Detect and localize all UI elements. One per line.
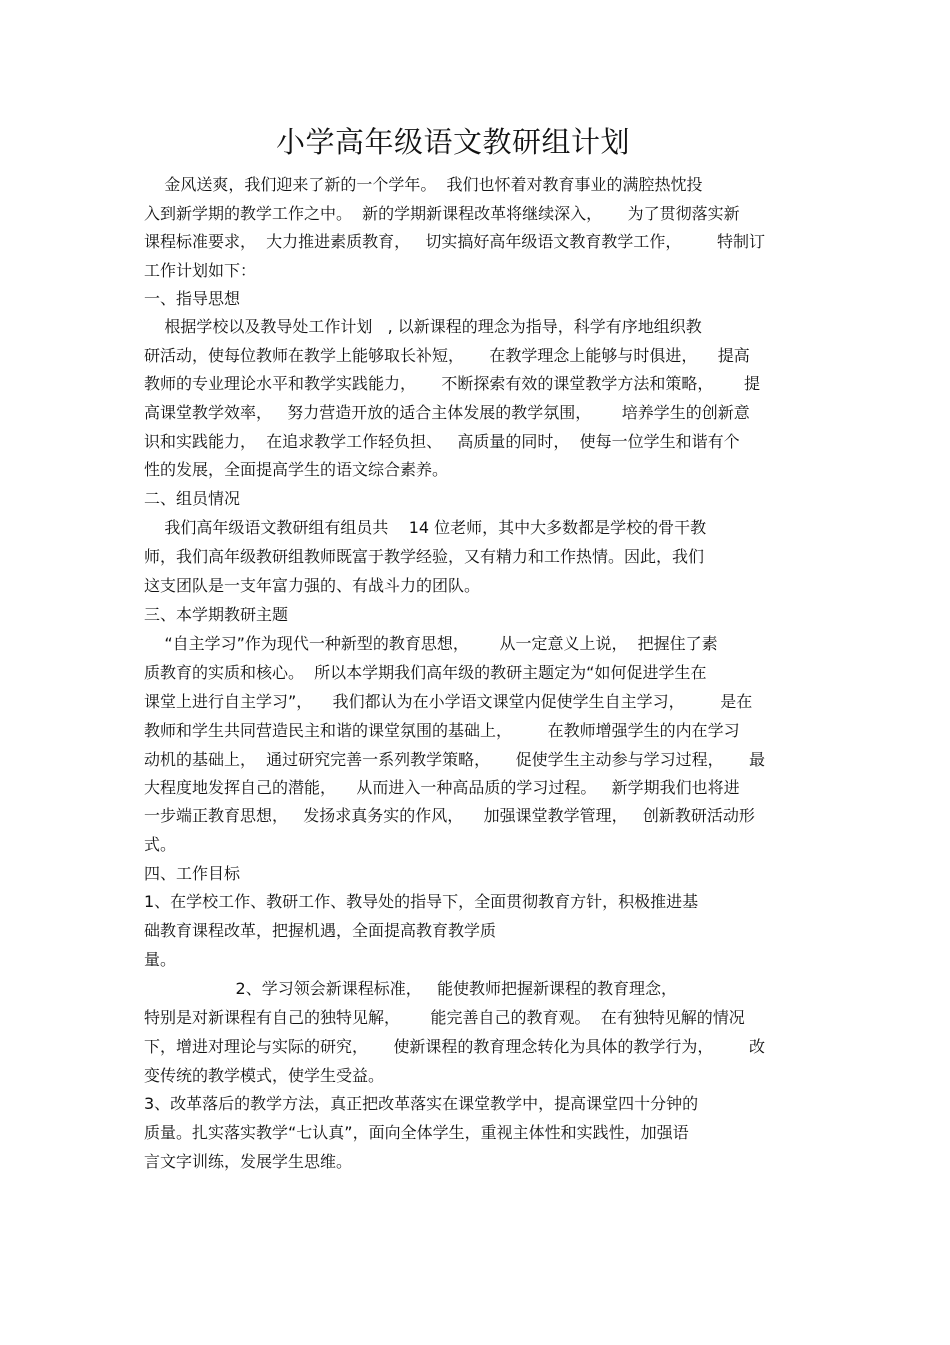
body-line: 识和实践能力， 在追求教学工作轻负担、 高质量的同时， 使每一位学生和谐有个 [144, 432, 740, 451]
body-line: 我们高年级语文教研组有组员共 14 位老师，其中大多数都是学校的骨干教 [144, 518, 707, 537]
body-line: 下，增进对理论与实际的研究， 使新课程的教育理念转化为具体的教学行为， 改 [144, 1037, 766, 1056]
section-heading: 一、指导思想 [144, 289, 241, 308]
section-heading: 三、本学期教研主题 [144, 605, 289, 624]
body-line: 3、改革落后的教学方法，真正把改革落实在课堂教学中，提高课堂四十分钟的 [144, 1094, 699, 1113]
body-line: 性的发展，全面提高学生的语文综合素养。 [144, 460, 449, 479]
section-heading: 四、工作目标 [144, 864, 241, 883]
body-line: 金风送爽，我们迎来了新的一个学年。 我们也怀着对教育事业的满腔热忱投 [144, 175, 703, 194]
body-line: 2、学习领会新课程标准， 能使教师把握新课程的教育理念， [144, 979, 677, 998]
body-line: 课堂上进行自主学习”， 我们都认为在小学语文课堂内促使学生自主学习， 是在 [144, 692, 753, 711]
body-line: 大程度地发挥自己的潜能， 从而进入一种高品质的学习过程。 新学期我们也将进 [144, 778, 740, 797]
body-line: 动机的基础上， 通过研究完善一系列教学策略， 促使学生主动参与学习过程， 最 [144, 750, 766, 769]
body-line: 1、在学校工作、教研工作、教导处的指导下，全面贯彻教育方针，积极推进基 [144, 892, 699, 911]
body-line: 教师的专业理论水平和教学实践能力， 不断探索有效的课堂教学方法和策略， 提 [144, 374, 760, 393]
body-line: 高课堂教学效率， 努力营造开放的适合主体发展的教学氛围， 培养学生的创新意 [144, 403, 750, 422]
body-line: 一步端正教育思想， 发扬求真务实的作风， 加强课堂教学管理， 创新教研活动形 [144, 806, 755, 825]
body-line: 础教育课程改革，把握机遇，全面提高教育教学质 [144, 921, 497, 940]
body-line: 量。 [144, 950, 177, 969]
body-line: 质教育的实质和核心。 所以本学期我们高年级的教研主题定为“如何促进学生在 [144, 663, 707, 682]
body-line: 课程标准要求， 大力推进素质教育， 切实搞好高年级语文教育教学工作， 特制订 [144, 232, 766, 251]
body-line: “自主学习”作为现代一种新型的教育思想， 从一定意义上说， 把握住了素 [144, 634, 718, 653]
body-line: 入到新学期的教学工作之中。 新的学期新课程改革将继续深入， 为了贯彻落实新 [144, 204, 740, 223]
body-line: 工作计划如下： [144, 261, 257, 280]
body-line: 这支团队是一支年富力强的、有战斗力的团队。 [144, 576, 481, 595]
body-line: 特别是对新课程有自己的独特见解， 能完善自己的教育观。 在有独特见解的情况 [144, 1008, 745, 1027]
body-line: 教师和学生共同营造民主和谐的课堂氛围的基础上， 在教师增强学生的内在学习 [144, 721, 740, 740]
body-line: 研活动，使每位教师在教学上能够取长补短， 在教学理念上能够与时俱进， 提高 [144, 346, 750, 365]
body-line: 式。 [144, 835, 177, 854]
document-title: 小学高年级语文教研组计划 [275, 125, 630, 159]
body-line: 根据学校以及教导处工作计划 , 以新课程的理念为指导，科学有序地组织教 [144, 317, 702, 336]
body-line: 师，我们高年级教研组教师既富于教学经验，又有精力和工作热情。因此，我们 [144, 547, 705, 566]
body-line: 质量。扎实落实教学“七认真”，面向全体学生，重视主体性和实践性，加强语 [144, 1123, 689, 1142]
section-heading: 二、组员情况 [144, 489, 241, 508]
body-line: 言文字训练，发展学生思维。 [144, 1152, 353, 1171]
body-line: 变传统的教学模式，使学生受益。 [144, 1066, 385, 1085]
